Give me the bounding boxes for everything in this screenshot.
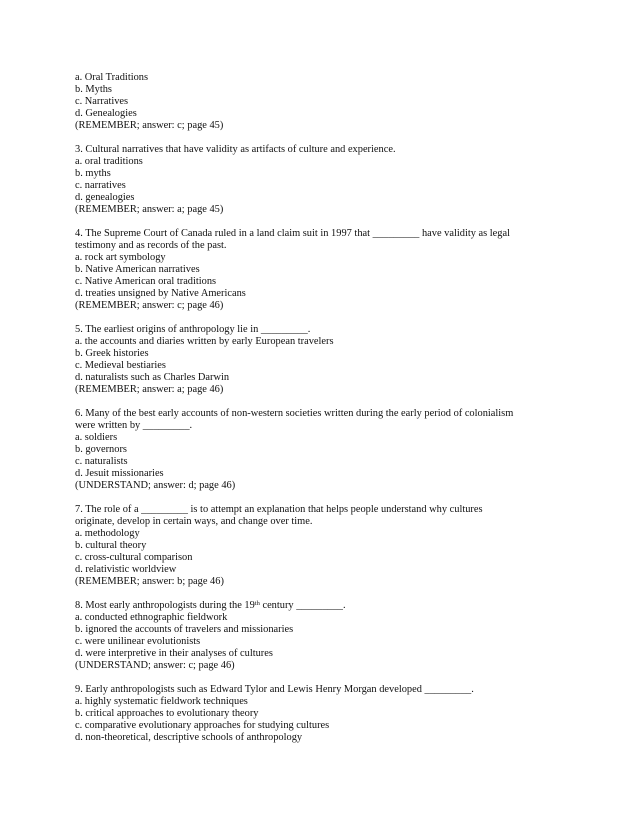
question-7 (75, 504, 598, 588)
question-3 (75, 144, 598, 216)
question-4 (75, 228, 598, 312)
question-text: 7. The role of a _________ is to attempt an explanation that helps people understand why cultures (75, 504, 483, 515)
question-text-continued: were written by _________. (75, 420, 193, 431)
option-b: b. critical approaches to evolutionary theory (75, 708, 259, 719)
option-b: b. ignored the accounts of travelers and missionaries (75, 624, 294, 635)
answer-key: (REMEMBER; answer: a; page 45) (75, 204, 224, 215)
question-text: 9. Early anthropologists such as Edward Tylor and Lewis Henry Morgan developed _________. (75, 684, 474, 695)
question-text: 3. Cultural narratives that have validity as artifacts of culture and experience. (75, 144, 396, 155)
option-b: b. governors (75, 444, 127, 455)
option-a: a. highly systematic fieldwork techniques (75, 696, 248, 707)
option-c: c. Native American oral traditions (75, 276, 217, 287)
option-c: c. naturalists (75, 456, 128, 467)
question-6 (75, 408, 598, 492)
option-b: b. cultural theory (75, 540, 147, 551)
option-c: c. cross-cultural comparison (75, 552, 193, 563)
option-d: d. non-theoretical, descriptive schools of anthropology (75, 732, 303, 743)
option-c: c. Narratives (75, 96, 129, 107)
option-b: b. Greek histories (75, 348, 149, 359)
option-b: b. myths (75, 168, 111, 179)
option-d: d. treaties unsigned by Native Americans (75, 288, 246, 299)
question-text: 6. Many of the best early accounts of non-western societies written during the early period of colonialism (75, 408, 514, 419)
answer-key: (REMEMBER; answer: a; page 46) (75, 384, 224, 395)
option-d: d. relativistic worldview (75, 564, 177, 575)
question-text-prefix: 8. Most early anthropologists during the 19 (75, 600, 255, 611)
option-a: a. oral traditions (75, 156, 143, 167)
option-a: a. soldiers (75, 432, 118, 443)
option-a: a. the accounts and diaries written by early European travelers (75, 336, 334, 347)
option-a: a. Oral Traditions (75, 72, 149, 83)
question-8 (75, 600, 598, 672)
option-a: a. conducted ethnographic fieldwork (75, 612, 228, 623)
question-2-options (75, 72, 598, 132)
option-c: c. narratives (75, 180, 126, 191)
ordinal-superscript: th (254, 600, 260, 607)
option-d: d. were interpretive in their analyses of cultures (75, 648, 273, 659)
question-text-continued: testimony and as records of the past. (75, 240, 227, 251)
answer-key: (REMEMBER; answer: c; page 46) (75, 300, 224, 311)
option-d: d. Jesuit missionaries (75, 468, 164, 479)
question-text (75, 600, 598, 612)
answer-key: (UNDERSTAND; answer: c; page 46) (75, 660, 235, 671)
question-text: 5. The earliest origins of anthropology lie in _________. (75, 324, 311, 335)
question-5 (75, 324, 598, 396)
option-d: d. Genealogies (75, 108, 137, 119)
option-a: a. methodology (75, 528, 140, 539)
question-text-continued: originate, develop in certain ways, and change over time. (75, 516, 313, 527)
option-c: c. were unilinear evolutionists (75, 636, 201, 647)
option-b: b. Myths (75, 84, 112, 95)
option-b: b. Native American narratives (75, 264, 200, 275)
option-d: d. naturalists such as Charles Darwin (75, 372, 230, 383)
option-c: c. Medieval bestiaries (75, 360, 166, 371)
question-text: 4. The Supreme Court of Canada ruled in a land claim suit in 1997 that _________ have validity as legal (75, 228, 510, 239)
option-d: d. genealogies (75, 192, 135, 203)
option-a: a. rock art symbology (75, 252, 166, 263)
option-c: c. comparative evolutionary approaches for studying cultures (75, 720, 330, 731)
answer-key: (UNDERSTAND; answer: d; page 46) (75, 480, 236, 491)
answer-key: (REMEMBER; answer: c; page 45) (75, 120, 224, 131)
question-9 (75, 684, 598, 744)
question-text-suffix: century _________. (259, 600, 346, 611)
answer-key: (REMEMBER; answer: b; page 46) (75, 576, 224, 587)
